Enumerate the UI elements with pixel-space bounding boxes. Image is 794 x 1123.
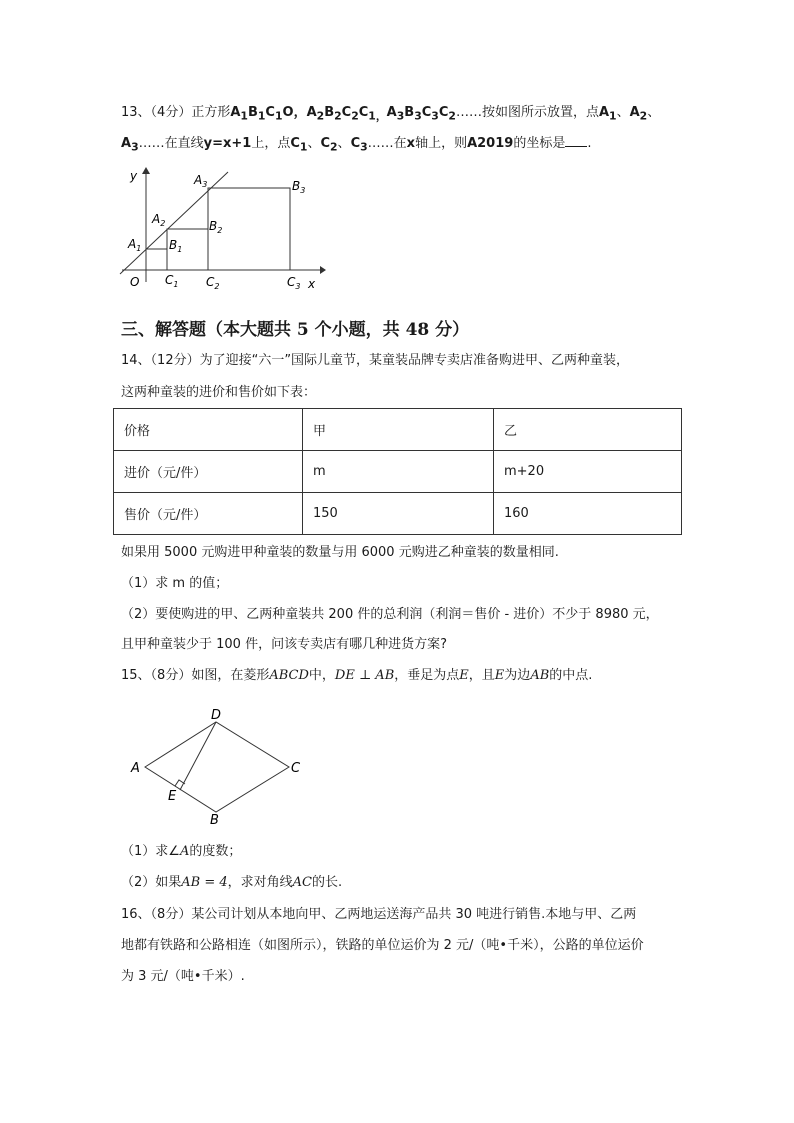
label-c: C	[291, 761, 301, 776]
label-o: O	[130, 275, 140, 289]
table-cell: 价格	[114, 409, 303, 451]
table-cell: 售价（元/件）	[114, 493, 303, 535]
q15-figure	[128, 706, 308, 826]
q14-line3: 如果用 5000 元购进甲种童装的数量与用 6000 元购进乙种童装的数量相同.	[121, 545, 559, 560]
label-e: E	[168, 789, 177, 804]
table-row	[114, 493, 682, 535]
q13-line2: $A_3\dots\dots$在直线y=x+1上，点$C_1$、$C_2$、$C_3\dots\dots$在x轴上，则A2019的坐标是 .	[121, 136, 592, 154]
table-cell: m+20	[494, 451, 682, 493]
q16-line1: 16、（8分）某公司计划从本地向甲、乙两地运送海产品共 30 吨进行销售.本地与甲、乙两	[121, 907, 637, 922]
label-y: y	[130, 169, 138, 183]
q15-line1: 15、（8分）如图，在菱形ABCD中，DE ⊥ AB，垂足为点E，且E为边AB的中点.	[121, 668, 593, 683]
segment-de	[180, 722, 216, 790]
q15-sub1: （1）求∠A的度数；	[121, 844, 242, 859]
label-a: A	[131, 761, 140, 776]
table-cell: 乙	[494, 409, 682, 451]
q13-figure	[110, 162, 330, 297]
y-axis-arrow	[142, 167, 150, 174]
label-b: B	[210, 813, 219, 826]
table-cell: m	[303, 451, 494, 493]
q16-line2: 地都有铁路和公路相连（如图所示），铁路的单位运价为 2 元/（吨•千米），公路的单位运价	[121, 938, 644, 953]
label-a2: $A_2$	[152, 212, 166, 228]
table-cell: 甲	[303, 409, 494, 451]
table-row	[114, 451, 682, 493]
answer-blank	[565, 134, 587, 147]
table-cell: 进价（元/件）	[114, 451, 303, 493]
label-x: x	[308, 277, 316, 291]
q14-sub1: （1）求 m 的值；	[121, 576, 229, 591]
rhombus-abcd	[145, 722, 289, 812]
label-c3: $C_3$	[287, 275, 301, 291]
q15-sub2: （2）如果AB = 4，求对角线AC的长.	[121, 875, 343, 890]
table-cell: 150	[303, 493, 494, 535]
label-c1: $C_1$	[165, 273, 179, 289]
label-b3: $B_3$	[292, 179, 306, 195]
square-1	[146, 249, 167, 270]
q14-line2: 这两种童装的进价和售价如下表：	[121, 385, 317, 400]
label-d: D	[211, 708, 222, 723]
q16-line3: 为 3 元/（吨•千米）.	[121, 969, 245, 984]
table-row	[114, 409, 682, 451]
price-table	[113, 408, 682, 535]
q14-sub2a: （2）要使购进的甲、乙两种童装共 200 件的总利润（利润＝售价 - 进价）不少于 8980 元，	[121, 607, 659, 622]
section-title: 三、解答题（本大题共 5 个小题，共 48 分）	[121, 320, 470, 340]
table-cell: 160	[494, 493, 682, 535]
q14-sub2b: 且甲种童装少于 100 件，问该专卖店有哪几种进货方案?	[121, 637, 447, 652]
x-axis-arrow	[320, 266, 326, 274]
right-angle-mark	[175, 780, 185, 786]
q14-line1: 14、（12分）为了迎接“六一”国际儿童节，某童装品牌专卖店准备购进甲、乙两种童装，	[121, 353, 630, 368]
label-c2: $C_2$	[206, 275, 220, 291]
q13-line1: 13、（4分）正方形$A_1B_1C_1O$，$A_2B_2C_2C_{1,}A_3B_3C_3C_2\dots\dots$按如图所示放置，点$A_1$、$A_2$、	[121, 105, 661, 123]
label-b2: $B_2$	[209, 219, 223, 235]
label-a3: $A_3$	[194, 173, 208, 189]
label-a1: $A_1$	[128, 237, 142, 253]
label-b1: $B_1$	[169, 238, 183, 254]
